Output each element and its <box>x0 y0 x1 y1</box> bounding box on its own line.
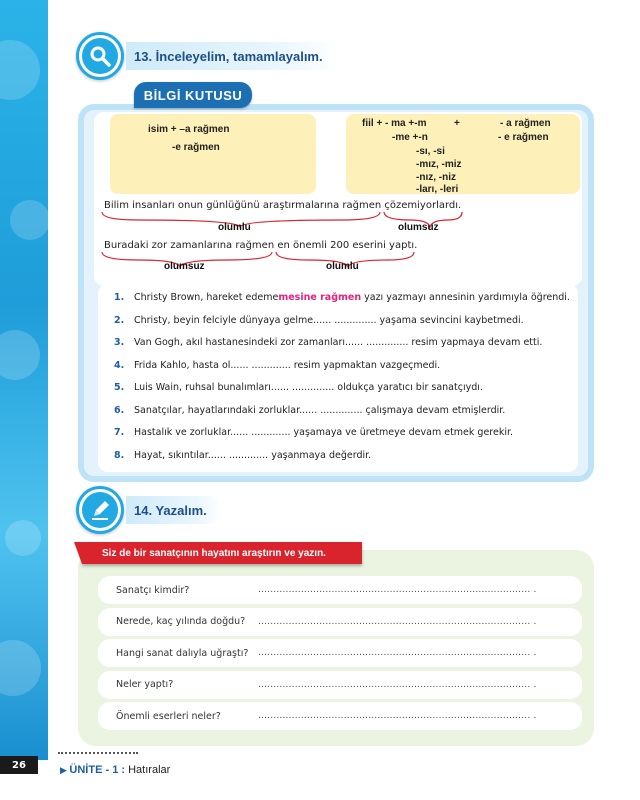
exercise-text[interactable] <box>134 450 371 461</box>
writing-question-label: Önemli eserleri neler? <box>116 710 221 722</box>
exercise-text[interactable] <box>134 427 513 438</box>
rule-verb-line: fiil + - ma +-m <box>362 118 427 129</box>
exercise-text-start: Van Gogh, akıl hastanesindeki zor zamanları...... .............. resim yapmaya devam etti. <box>134 337 543 348</box>
writing-question-row <box>98 576 582 604</box>
writing-question-row <box>98 639 582 667</box>
answer-line[interactable]: ......................................................................................... . <box>258 711 537 721</box>
footer-unit <box>60 764 170 776</box>
exercise-number: 6. <box>114 404 125 416</box>
exercise-item <box>114 405 505 416</box>
exercise-box <box>98 284 578 472</box>
rule-verb-line: -sı, -si <box>416 146 445 157</box>
instruction-banner: Siz de bir sanatçının hayatını araştırın ve yazın. <box>82 542 362 564</box>
section-13-header <box>76 32 339 80</box>
exercise-text-start: Christy, beyin felciyle dünyaya gelme...... .............. yaşama sevincini kaybetmedi. <box>134 314 524 326</box>
bilgi-kutusu-tab: BİLGİ KUTUSU <box>134 82 252 108</box>
writing-question-label: Neler yaptı? <box>116 679 174 690</box>
example-sentence-1: Bilim insanları onun günlüğünü araştırmalarına rağmen çözemiyorlardı. <box>104 200 462 211</box>
rule-verb-suffix: - a rağmen <box>500 118 551 129</box>
exercise-text-start: Sanatçılar, hayatlarındaki zorluklar...... .............. çalışmaya devam etmişlerdir. <box>134 404 506 416</box>
answer-line[interactable]: ......................................................................................... . <box>258 585 537 595</box>
exercise-number: 7. <box>114 427 125 438</box>
page-number: 26 <box>0 756 38 774</box>
rule-verb-plus: + <box>454 118 460 129</box>
answer-line[interactable]: ......................................................................................... . <box>258 648 537 658</box>
exercise-number: 4. <box>114 359 125 371</box>
section-14-header <box>76 486 223 534</box>
exercise-item <box>114 315 524 326</box>
writing-question-row <box>98 608 582 636</box>
exercise-number: 3. <box>114 337 125 348</box>
example-2-braces <box>98 240 428 270</box>
footer-arrow-icon: ▶ <box>60 765 70 775</box>
exercise-item <box>114 337 542 348</box>
exercise-text[interactable] <box>134 292 570 303</box>
exercise-item <box>114 382 483 393</box>
rule-noun-line: -e rağmen <box>172 142 220 153</box>
pencil-icon <box>76 486 124 534</box>
exercise-text-start: Frida Kahlo, hasta ol...... ............. resim yapmaktan vazgeçmedi. <box>134 359 441 371</box>
rule-verb-line: -ları, -leri <box>416 184 459 195</box>
exercise-item <box>114 450 371 461</box>
exercise-number: 1. <box>114 292 125 303</box>
rule-box-verb <box>346 114 580 194</box>
exercise-text[interactable] <box>134 405 505 416</box>
writing-question-row <box>98 702 582 730</box>
rule-noun-line: isim + –a rağmen <box>148 124 230 135</box>
writing-question-label: Sanatçı kimdir? <box>116 584 190 596</box>
exercise-number: 8. <box>114 449 125 461</box>
exercise-text-start: Luis Wain, ruhsal bunalımları...... .............. oldukça yaratıcı bir sanatçıydı. <box>134 382 483 393</box>
exercise-text[interactable] <box>134 337 542 348</box>
highlighted-suffix: mesine rağmen <box>278 292 362 303</box>
left-decorative-strip <box>0 0 48 760</box>
example-1-label-positive: olumlu <box>218 222 251 233</box>
rule-verb-line: -mız, -miz <box>416 159 462 170</box>
answer-line[interactable]: ......................................................................................... . <box>258 616 537 627</box>
section-13-title: 13. İnceleyelim, tamamlayalım. <box>126 42 339 70</box>
exercise-number: 2. <box>114 314 125 326</box>
rule-verb-line: -nız, -niz <box>416 172 456 183</box>
rule-verb-line: -me +-n <box>392 132 428 143</box>
example-sentence-2: Buradaki zor zamanlarına rağmen en önemli 200 eserini yaptı. <box>104 240 418 251</box>
writing-question-label: Hangi sanat dalıyla uğraştı? <box>116 647 249 659</box>
rule-box-noun <box>110 114 316 194</box>
exercise-text-start: Christy Brown, hareket edeme <box>134 292 279 303</box>
writing-question-row <box>98 671 582 699</box>
magnifier-icon <box>76 32 124 80</box>
exercise-number: 5. <box>114 382 125 393</box>
exercise-text[interactable] <box>134 382 483 393</box>
example-1-label-negative: olumsuz <box>398 222 439 233</box>
writing-question-label: Nerede, kaç yılında doğdu? <box>116 616 246 627</box>
exercise-text-start: Hayat, sıkıntılar...... ............. yaşanmaya değerdir. <box>134 449 372 461</box>
example-2-label-negative: olumsuz <box>164 261 205 272</box>
footer-topic: Hatıralar <box>128 764 171 776</box>
exercise-item <box>114 292 570 303</box>
exercise-text[interactable] <box>134 315 524 326</box>
exercise-text-start: Hastalık ve zorluklar...... ............. yaşamaya ve üretmeye devam etmek gerekir. <box>134 427 514 438</box>
exercise-text[interactable] <box>134 360 440 371</box>
rule-verb-suffix: - e rağmen <box>498 132 549 143</box>
exercise-item <box>114 360 440 371</box>
exercise-text-end: yazı yazmayı annesinin yardımıyla öğrendi. <box>361 292 570 303</box>
answer-line[interactable]: ......................................................................................... . <box>258 679 537 690</box>
section-14-title: 14. Yazalım. <box>126 496 223 524</box>
example-2-label-positive: olumlu <box>326 261 359 272</box>
exercise-item <box>114 427 513 438</box>
footer-unit-label: ÜNİTE - 1 : <box>69 764 126 776</box>
footer-divider <box>58 752 138 754</box>
